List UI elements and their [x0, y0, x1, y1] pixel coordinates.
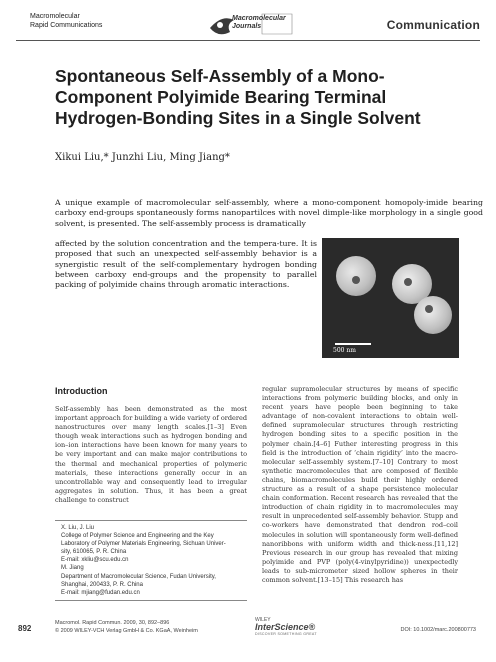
affiliation-line: Laboratory of Polymer Materials Engineering, Sichuan Univer-: [61, 541, 226, 548]
affiliation-line: College of Polymer Science and Engineering and the Key: [61, 533, 214, 540]
journal-name-line2: Rapid Communications: [30, 21, 103, 29]
footer-citation: [55, 619, 198, 635]
tem-micrograph-image: [322, 238, 459, 358]
intro-left-column: Self-assembly has been demonstrated as the most important approach for building a wide variety of ordered nanostructures over many length scales.[1–3] Even though weak interactions such as hydrogen bonding and ion–ion interactions have been known for many years to be very important and can make major contributions to the thermal and mechanical properties of polymeric materials, these interactions generally occur in an uncontrollable way and consequently lead to irregular aggregates in solution. Thus, it has been a great challenge to construct: [55, 405, 247, 504]
author-list: Xikui Liu,* Junzhi Liu, Ming Jiang*: [55, 152, 230, 163]
doi-link[interactable]: DOI: 10.1002/marc.200800773: [400, 627, 476, 633]
page-number: 892: [18, 624, 32, 633]
journal-name: [30, 13, 102, 30]
publisher-logo-line1: WILEY: [255, 617, 271, 623]
article-title: Spontaneous Self-Assembly of a Mono-Component Polyimide Bearing Terminal Hydrogen-Bonding Sites in a Single Solvent: [55, 66, 421, 128]
scale-bar-label: 500 nm: [333, 347, 356, 354]
journal-name-line1: Macromolecular: [30, 13, 80, 20]
affiliation-email[interactable]: E-mail: xkliu@scu.edu.cn: [61, 557, 129, 564]
section-label: Communication: [386, 18, 480, 32]
affiliation-line: sity, 610065, P. R. China: [61, 549, 127, 556]
publisher-logo: [255, 617, 317, 637]
abstract-full-width: A unique example of macromolecular self-assembly, where a mono-component homopoly-imide bearing carboxy end-groups spontaneously forms nanopartilces with novel dimple-like morphology in a single good solvent, is presented. The self-assembly process is dramatically: [55, 198, 483, 228]
citation-line: Macromol. Rapid Commun. 2009, 30, 892–896: [55, 620, 170, 626]
affiliation-box: [55, 520, 247, 601]
logo-line2: Journals: [232, 23, 262, 30]
introduction-heading: Introduction: [55, 386, 108, 396]
intro-right-column: regular supramolecular structures by means of specific interactions from polymeric building blocks, and only in recent years have people been beginning to take advantage of non-covalent interactions to obtain well-defined supramolecular structures through restricting hydrogen bonding sites to a specific position in the polymer chain.[4–6] Futher interesting progress in this field is the introduction of ‘chain rigidity’ into the macro-molecular self-assembly system.[7–10] Contrary to most synthetic macromolecules that are composed of flexible chains, biomacromolecules build their highly ordered structure as a result of a shape persistence molecular chain conformation. Recent research has revealed that the introduction of chain rigidity in to macromolecules may result in unprecedented self-assembly behavior. Stupp and co-workers have demonstrated that dendron rod–coil molecules in solution will spontaneously form well-defined nanoribbons with uniform width and thick-ness.[11,12] Previous research in our group has revealed that mixing polyimide and PVP (poly(4-vinylpyridine)) unexpectedly leads to sub-micrometer sized hollow spheres in their common solvent.[13–15] This research has: [262, 385, 458, 584]
publisher-logo-line2: InterScience®: [255, 622, 316, 632]
affiliation-line: M. Jiang: [61, 565, 84, 572]
scale-bar: [335, 343, 371, 345]
abstract-wrapped: affected by the solution concentration and the tempera-ture. It is proposed that such an unexpected self-assembly behavior is a synergistic result of the self-complementary hydrogen bonding between carboxy end-groups and the propensity to parallel packing of polyimide chains through aromatic interactions.: [55, 239, 317, 290]
header-divider: [16, 40, 480, 41]
affiliation-line: Shanghai, 200433, P. R. China: [61, 581, 143, 588]
logo-line1: Macromolecular: [232, 15, 286, 22]
affiliation-line: Department of Macromolecular Science, Fudan University,: [61, 573, 216, 580]
nanoparticle: [336, 256, 376, 296]
affiliation-line: X. Liu, J. Liu: [61, 525, 95, 531]
copyright-line: © 2009 WILEY-VCH Verlag GmbH & Co. KGaA, Weinheim: [55, 628, 198, 634]
journal-logo-text: [232, 15, 286, 31]
publisher-logo-line3: DISCOVER SOMETHING GREAT: [255, 632, 317, 636]
nanoparticle: [414, 296, 452, 334]
affiliation-email[interactable]: E-mail: mjiang@fudan.edu.cn: [61, 589, 140, 596]
